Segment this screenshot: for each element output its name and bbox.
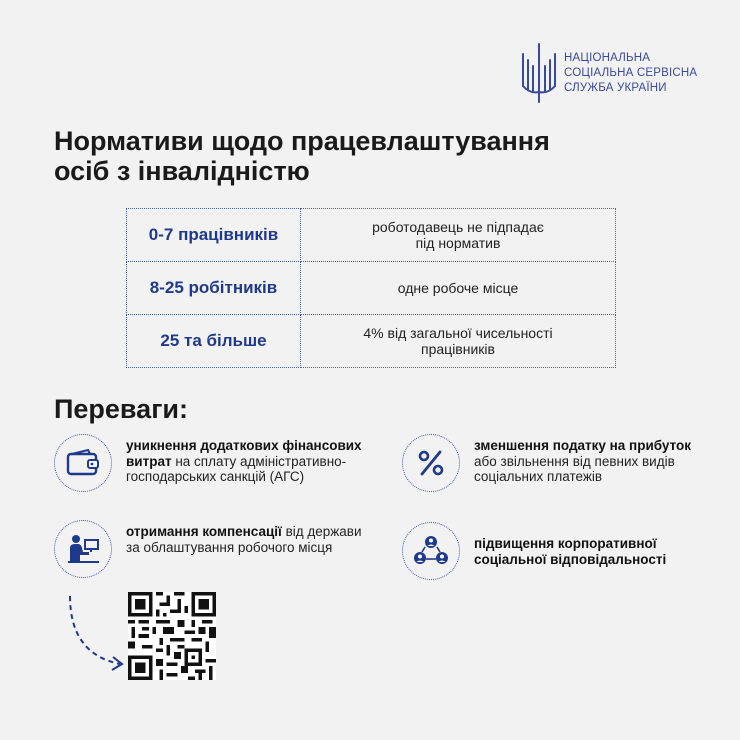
advantage-rest: від держави за облаштування робочого місця bbox=[126, 524, 362, 555]
norm-description-line: роботодавець не підпадає bbox=[372, 219, 544, 235]
advantages-title: Переваги: bbox=[54, 394, 189, 424]
advantage-rest: на сплату адміністративно-господарських санкцій (АГС) bbox=[126, 453, 347, 484]
norm-description-line: 4% від загальної чисельності bbox=[363, 325, 553, 341]
advantage-text bbox=[126, 438, 378, 485]
norm-description bbox=[301, 209, 616, 262]
norm-description-line: працівників bbox=[421, 341, 495, 357]
logo-line-3: СЛУЖБА УКРАЇНИ bbox=[564, 81, 667, 94]
trident-icon bbox=[520, 42, 558, 104]
norm-description-line: одне робоче місце bbox=[397, 280, 519, 296]
logo-line-2: СОЦІАЛЬНА СЕРВІСНА bbox=[564, 66, 698, 79]
page-title bbox=[54, 126, 550, 186]
advantage-text bbox=[126, 524, 378, 555]
advantage-bold: зменшення податку на прибуток bbox=[474, 438, 692, 453]
advantage-bold: підвищення корпоративної соціальної відповідальності bbox=[474, 536, 667, 567]
table-row bbox=[127, 209, 616, 262]
dashed-arrow-icon bbox=[64, 594, 134, 674]
norm-description bbox=[301, 315, 616, 368]
norm-description-line: під норматив bbox=[415, 235, 501, 251]
table-row bbox=[127, 315, 616, 368]
advantage-bold: отримання компенсації bbox=[126, 524, 282, 539]
norm-category: 25 та більше bbox=[127, 315, 301, 368]
advantage-rest: або звільнення від певних видів соціальних платежів bbox=[474, 453, 675, 484]
advantage-bold: уникнення додаткових фінансових витрат bbox=[126, 438, 362, 469]
page-title-line-1: Нормативи щодо працевлаштування bbox=[54, 126, 550, 156]
norm-category: 0-7 працівників bbox=[127, 209, 301, 262]
table-row bbox=[127, 262, 616, 315]
qr-code[interactable] bbox=[128, 592, 216, 680]
advantage-text bbox=[474, 438, 702, 485]
logo-text bbox=[564, 51, 697, 96]
advantage-item bbox=[54, 434, 384, 492]
advantage-text bbox=[474, 536, 702, 567]
advantage-item bbox=[402, 434, 702, 492]
advantage-item bbox=[54, 520, 384, 578]
ssp-logo bbox=[520, 42, 697, 104]
wallet-icon bbox=[54, 434, 112, 492]
people-network-icon bbox=[402, 522, 460, 580]
norm-description bbox=[301, 262, 616, 315]
percent-icon bbox=[402, 434, 460, 492]
advantage-item bbox=[402, 522, 702, 580]
person-workstation-icon bbox=[54, 520, 112, 578]
norms-table bbox=[126, 208, 616, 368]
logo-line-1: НАЦІОНАЛЬНА bbox=[564, 51, 651, 64]
norm-category: 8-25 робітників bbox=[127, 262, 301, 315]
page-title-line-2: осіб з інвалідністю bbox=[54, 156, 310, 186]
